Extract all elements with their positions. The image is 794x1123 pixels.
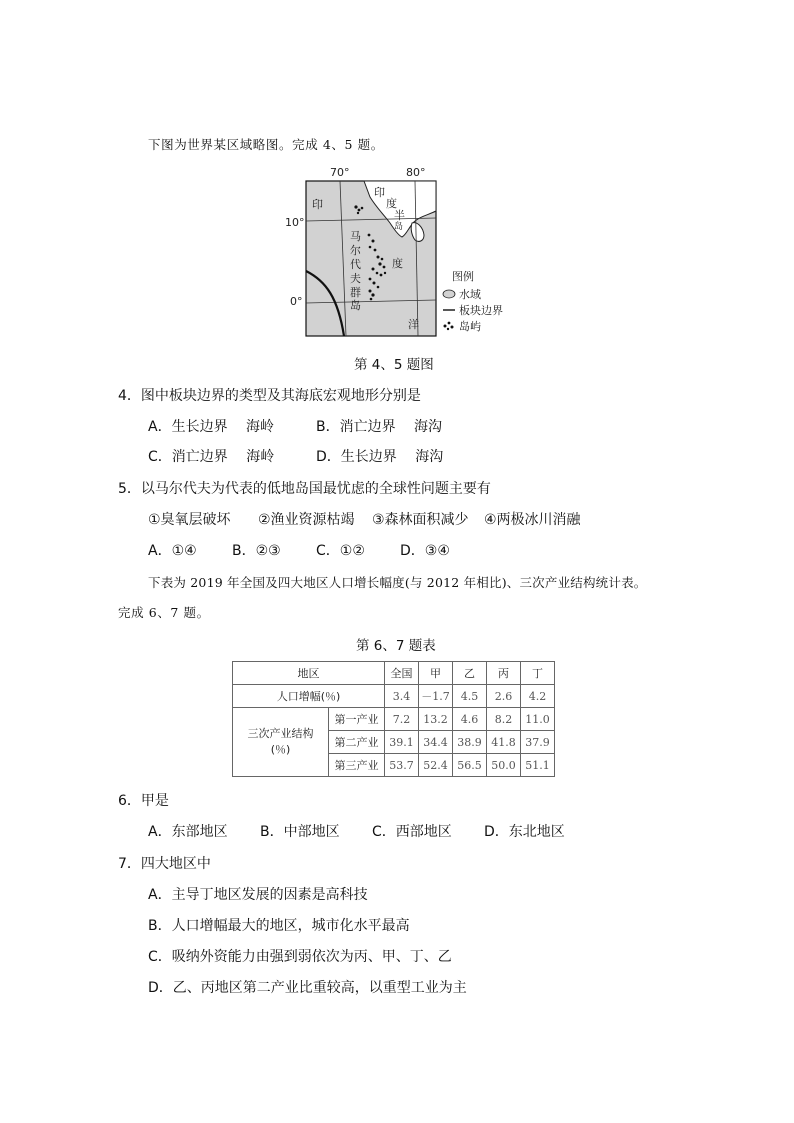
row-label-secondary: 第二产业: [329, 731, 385, 754]
q6-option-a[interactable]: A．东部地区: [148, 824, 228, 840]
pop-national: 3.4: [385, 685, 419, 708]
pop-jia: －1.7: [419, 685, 453, 708]
table-header-row: [233, 662, 555, 685]
label-maldives-5: 群: [350, 286, 361, 299]
cell: 52.4: [419, 754, 453, 777]
label-du: 度: [392, 257, 403, 270]
map-caption: 第 4、5 题图: [354, 357, 434, 373]
legend-title: 图例: [452, 270, 474, 283]
q7-option-a[interactable]: A．主导丁地区发展的因素是高科技: [148, 887, 368, 903]
cell: 37.9: [521, 731, 555, 754]
cell: 13.2: [419, 708, 453, 731]
cell: 50.0: [487, 754, 521, 777]
pop-yi: 4.5: [453, 685, 487, 708]
q4-stem: 4．图中板块边界的类型及其海底宏观地形分别是: [118, 388, 421, 404]
legend-water-swatch: [443, 290, 455, 298]
q6-option-c[interactable]: C．西部地区: [372, 824, 452, 840]
label-maldives-1: 马: [350, 230, 361, 243]
intro-6-7-line1: 下表为 2019 年全国及四大地区人口增长幅度(与 2012 年相比)、三次产业结构统计表。: [148, 575, 647, 590]
industry-label-line2: (％): [270, 743, 291, 756]
q5-option-b[interactable]: B．②③: [232, 543, 281, 559]
q7-stem: 7．四大地区中: [118, 856, 211, 872]
label-peninsula-2: 度: [386, 197, 397, 210]
intro-6-7-line2: 完成 6、7 题。: [118, 605, 210, 620]
label-maldives-4: 夫: [350, 272, 361, 285]
q5-item-1: ①臭氧层破坏: [148, 512, 231, 528]
table-row-pop: [233, 685, 555, 708]
cell: 4.6: [453, 708, 487, 731]
q7-option-c[interactable]: C．吸纳外资能力由强到弱依次为丙、甲、丁、乙: [148, 949, 452, 965]
lon-80-label: 80°: [406, 166, 426, 179]
q5-option-a[interactable]: A．①④: [148, 543, 197, 559]
header-jia: 甲: [419, 662, 453, 685]
q6-option-b[interactable]: B．中部地区: [260, 824, 340, 840]
header-bing: 丙: [487, 662, 521, 685]
legend-water-label: 水域: [459, 288, 481, 301]
label-maldives-2: 尔: [350, 244, 361, 257]
pop-bing: 2.6: [487, 685, 521, 708]
label-yin-left: 印: [312, 198, 323, 211]
q4-option-b[interactable]: B．消亡边界 海沟: [316, 419, 443, 435]
pop-ding: 4.2: [521, 685, 555, 708]
header-national: 全国: [385, 662, 419, 685]
industry-label: [233, 708, 329, 777]
q7-option-d[interactable]: D．乙、丙地区第二产业比重较高，以重型工业为主: [148, 980, 467, 996]
lat-0-label: 0°: [290, 295, 303, 308]
q5-item-2: ②渔业资源枯竭: [258, 512, 355, 528]
lat-10-label: 10°: [285, 216, 305, 229]
legend-island-swatch: [444, 322, 454, 331]
q5-option-c[interactable]: C．①②: [316, 543, 365, 559]
q4-option-d[interactable]: D．生长边界 海沟: [316, 449, 444, 465]
cell: 38.9: [453, 731, 487, 754]
cell: 53.7: [385, 754, 419, 777]
row-label-primary: 第一产业: [329, 708, 385, 731]
lon-70-label: 70°: [330, 166, 350, 179]
q7-option-b[interactable]: B．人口增幅最大的地区，城市化水平最高: [148, 918, 410, 934]
label-peninsula-3: 半: [394, 209, 405, 222]
legend-island-label: 岛屿: [459, 320, 481, 333]
label-maldives-3: 代: [350, 258, 361, 271]
pop-label: 人口增幅(％): [233, 685, 385, 708]
q6-option-d[interactable]: D．东北地区: [484, 824, 565, 840]
cell: 51.1: [521, 754, 555, 777]
industry-label-line1: 三次产业结构: [247, 727, 314, 740]
header-region: 地区: [233, 662, 385, 685]
label-peninsula-1: 印: [374, 186, 385, 199]
intro-4-5: 下图为世界某区域略图。完成 4、5 题。: [148, 137, 384, 152]
header-yi: 乙: [453, 662, 487, 685]
q6-stem: 6．甲是: [118, 793, 169, 809]
cell: 11.0: [521, 708, 555, 731]
table-caption: 第 6、7 题表: [356, 638, 436, 654]
q5-stem: 5．以马尔代夫为代表的低地岛国最忧虑的全球性问题主要有: [118, 481, 491, 497]
cell: 39.1: [385, 731, 419, 754]
q5-option-d[interactable]: D．③④: [400, 543, 450, 559]
q5-item-4: ④两极冰川消融: [484, 512, 581, 528]
cell: 34.4: [419, 731, 453, 754]
stats-table: [232, 661, 555, 777]
legend-boundary-label: 板块边界: [459, 304, 503, 317]
q5-item-3: ③森林面积减少: [372, 512, 469, 528]
cell: 41.8: [487, 731, 521, 754]
cell: 8.2: [487, 708, 521, 731]
label-maldives-6: 岛: [350, 299, 361, 312]
q4-option-a[interactable]: A．生长边界 海岭: [148, 419, 275, 435]
table-row-primary: [233, 708, 555, 731]
region-map: [278, 163, 518, 341]
label-peninsula-4: 岛: [394, 222, 404, 232]
header-ding: 丁: [521, 662, 555, 685]
q4-option-c[interactable]: C．消亡边界 海岭: [148, 449, 275, 465]
cell: 56.5: [453, 754, 487, 777]
label-yang: 洋: [408, 318, 419, 331]
cell: 7.2: [385, 708, 419, 731]
row-label-tertiary: 第三产业: [329, 754, 385, 777]
